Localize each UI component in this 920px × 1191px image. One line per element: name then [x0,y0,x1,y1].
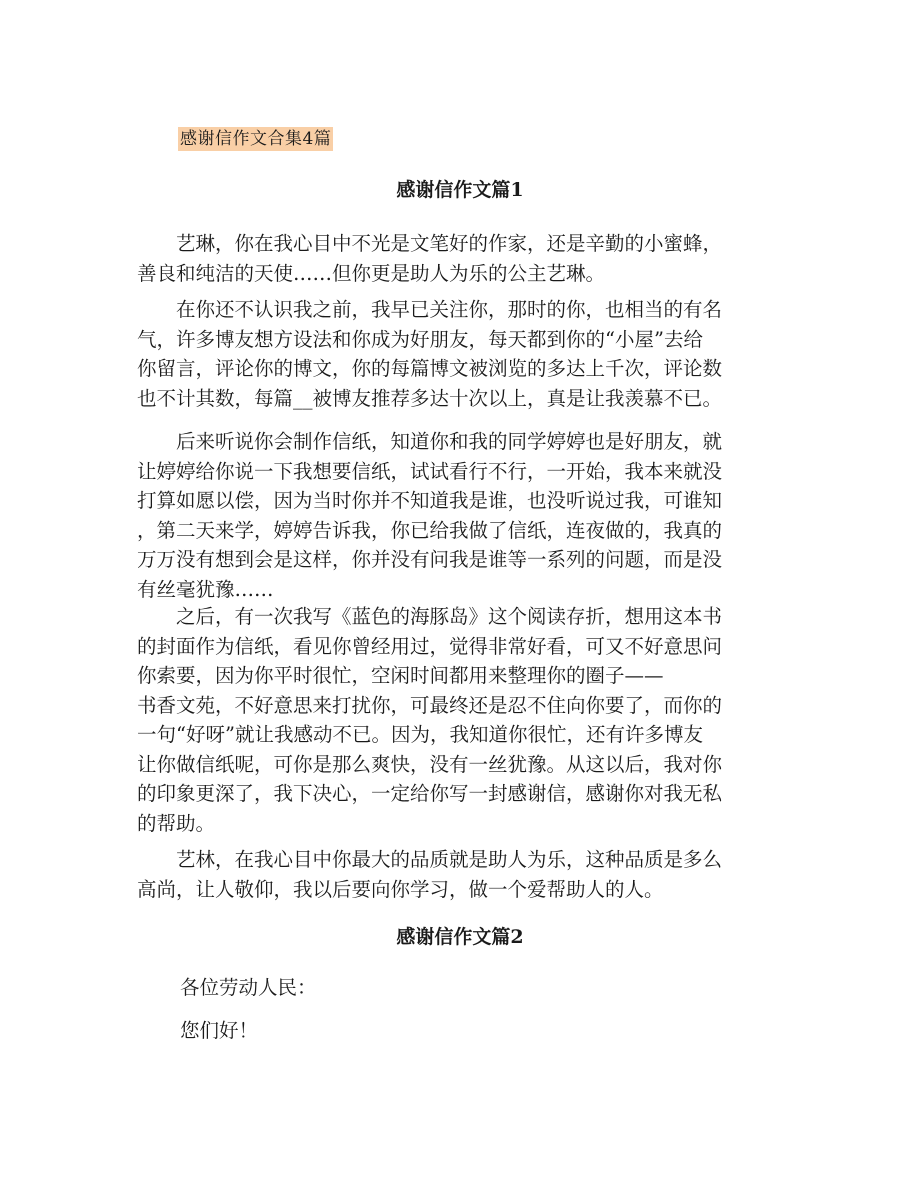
salutation: 各位劳动人民： [180,976,317,999]
paragraph-line: 之后，有一次我写《蓝色的海豚岛》这个阅读存折，想用这本书 [176,605,723,628]
paragraph-line: 有丝毫犹豫…… [137,577,274,601]
paragraph-4 [137,602,783,838]
paragraph-line: 让你做信纸呢，可你是那么爽快，没有一丝犹豫。从这以后，我对你 [137,752,723,776]
paragraph-line: 的印象更深了，我下决心，一定给你写一封感谢信，感谢你对我无私 [137,782,723,805]
paragraph-line: 也不计其数，每篇__被博友推荐多达十次以上，真是让我羡慕不已。 [137,386,723,410]
paragraph-line: 你留言，评论你的博文，你的每篇博文被浏览的多达上千次，评论数 [137,357,723,380]
paragraph-line: 艺林，在我心目中你最大的品质就是助人为乐，这种品质是多么 [176,848,723,871]
paragraph-line: 书香文苑，不好意思来打扰你，可最终还是忍不住向你要了，而你的 [137,693,723,717]
paragraph-line: 的封面作为信纸，看见你曾经用过，觉得非常好看，可又不好意思问 [137,634,723,658]
paragraph-2 [137,295,783,413]
paragraph-line: 你索要，因为你平时很忙，空闲时间都用来整理你的圈子—— [137,664,664,687]
paragraph-1 [137,229,783,288]
paragraph-line: 一句“好呀”就让我感动不已。因为，我知道你很忙，还有许多博友 [137,723,703,746]
paragraph-line: 气，许多博友想方设法和你成为好朋友，每天都到你的“小屋”去给 [137,327,703,351]
paragraph-line: 后来听说你会制作信纸，知道你和我的同学婷婷也是好朋友，就 [176,430,723,453]
paragraph-line: 让婷婷给你说一下我想要信纸，试试看行不行，一开始，我本来就没 [137,459,723,483]
section-heading-1: 感谢信作文篇1 [396,179,524,201]
document-title: 感谢信作文合集4篇 [180,129,332,149]
paragraph-line: 高尚，让人敬仰，我以后要向你学习，做一个爱帮助人的人。 [137,877,664,901]
paragraph-line: 善良和纯洁的天使……但你更是助人为乐的公主艺琳。 [137,261,606,285]
section-heading-2: 感谢信作文篇2 [396,926,524,948]
paragraph-3 [137,427,783,604]
paragraph-5 [137,845,783,904]
paragraph-line: 的帮助。 [137,811,216,835]
paragraph-line: 万万没有想到会是这样，你并没有问我是谁等一系列的问题，而是没 [137,548,723,571]
paragraph-line: 打算如愿以偿，因为当时你并不知道我是谁，也没听说过我，可谁知 [137,489,723,512]
paragraph-line: ，第二天来学，婷婷告诉我，你已给我做了信纸，连夜做的，我真的 [137,518,723,542]
greeting: 您们好！ [180,1019,259,1042]
paragraph-line: 在你还不认识我之前，我早已关注你，那时的你，也相当的有名 [176,298,723,321]
paragraph-line: 艺琳，你在我心目中不光是文笔好的作家，还是辛勤的小蜜蜂， [176,232,723,255]
